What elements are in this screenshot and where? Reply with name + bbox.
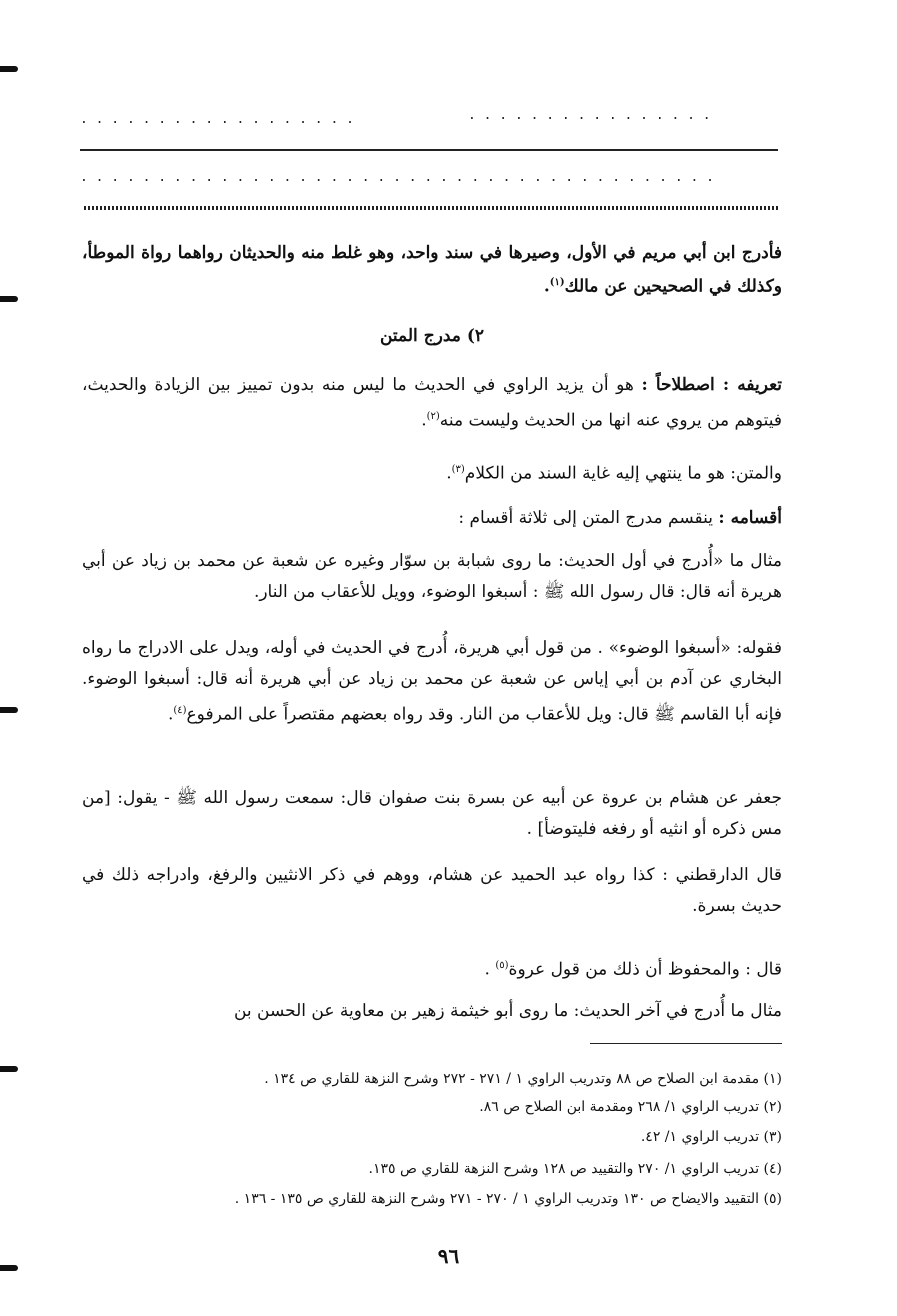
scan-edge-mark [0, 1066, 18, 1072]
paragraph-mahfuz: قال : والمحفوظ أن ذلك من قول عروة$^{(٥)}$ . [484, 959, 782, 980]
paragraph-hadith: جعفر عن هشام بن عروة عن أبيه عن بسرة بنت صفوان قال: سمعت رسول الله ﷺ - يقول: [من مس ذكره أو انثيه أو رفغه فليتوضأ] . [82, 788, 782, 839]
paragraph-1: فأدرج ابن أبي مريم في الأول، وصيرها في سند واحد، وهو غلط منه والحديثان رواهما رواة الموطأ، وكذلك في الصحيحين عن مالك$^{(١)}$. [82, 243, 782, 297]
section-heading: ٢) مدرج المتن [379, 326, 485, 346]
page-number: ٩٦ [437, 1244, 460, 1268]
paragraph-definition: تعريفه : اصطلاحاً : هو أن يزيد الراوي في الحديث ما ليس منه بدون تمييز بين الزيادة والحديث، فيتوهم من يروي عنه انها من الحديث وليست منه$^{(٢)}$. [82, 375, 783, 431]
dotted-rule [84, 206, 778, 210]
scan-edge-mark [0, 296, 18, 302]
divider-line [80, 149, 778, 151]
paragraph-explanation: فقوله: «أسبغوا الوضوء» . من قول أبي هريرة، أُدرج في الحديث في أوله، ويدل على الادراج ما رواه البخاري عن آدم بن أبي إياس عن شعبة عن محمد بن زياد عن أبي هريرة أنه قال: أسبغوا الوضوء. فإنه أبا القاسم ﷺ قال: ويل للأعقاب من النار. وقد رواه بعضهم مقتصراً على المرفوع$^{(٤)}$. [82, 638, 782, 725]
paragraph-example-2: مثال ما أُدرج في آخر الحديث: ما روى أبو خيثمة زهير بن معاوية عن الحسن بن [233, 1001, 782, 1021]
ellipsis-dots-left: . . . . . . . . . . . . . . . . . . [80, 112, 354, 127]
paragraph-example-1: مثال ما «أُدرج في أول الحديث: ما روى شبابة بن سوّار وغيره عن شعبة عن محمد بن زياد عن أبي هريرة أنه قال: قال رسول الله ﷺ : أسبغوا الوضوء، وويل للأعقاب من النار. [82, 551, 782, 602]
footnote-2: (٢) تدريب الراوي ١/ ٢٦٨ ومقدمة ابن الصلاح ص ٨٦. [479, 1099, 782, 1115]
footnote-separator [590, 1043, 782, 1044]
footnote-1: (١) مقدمة ابن الصلاح ص ٨٨ وتدريب الراوي ١ / ٢٧١ - ٢٧٢ وشرح النزهة للقاري ص ١٣٤ . [264, 1071, 782, 1087]
footnote-3: (٣) تدريب الراوي ١/ ٤٢. [640, 1129, 782, 1145]
paragraph-matn: والمتن: هو ما ينتهي إليه غاية السند من الكلام$^{(٣)}$. [446, 463, 782, 484]
footnote-5: (٥) التقييد والايضاح ص ١٣٠ وتدريب الراوي ١ / ٢٧٠ - ٢٧١ وشرح النزهة للقاري ص ١٣٥ - ١٣٦ . [234, 1191, 782, 1207]
scan-edge-mark [0, 707, 18, 713]
ellipsis-dots-row: . . . . . . . . . . . . . . . . . . . . . . . . . . . . . . . . . . . . . . . . . [80, 170, 714, 185]
ellipsis-dots-right: . . . . . . . . . . . . . . . . [468, 108, 711, 123]
scan-edge-mark [0, 66, 18, 72]
footnote-4: (٤) تدريب الراوي ١/ ٢٧٠ والتقييد ص ١٢٨ وشرح النزهة للقاري ص ١٣٥. [368, 1161, 782, 1177]
paragraph-daraqutni: قال الدارقطني : كذا رواه عبد الحميد عن هشام، ووهم في ذكر الانثيين والرفغ، وادراجه ذلك في حديث بسرة. [82, 865, 782, 916]
paragraph-divisions: أقسامه : ينقسم مدرج المتن إلى ثلاثة أقسام : [458, 508, 782, 528]
